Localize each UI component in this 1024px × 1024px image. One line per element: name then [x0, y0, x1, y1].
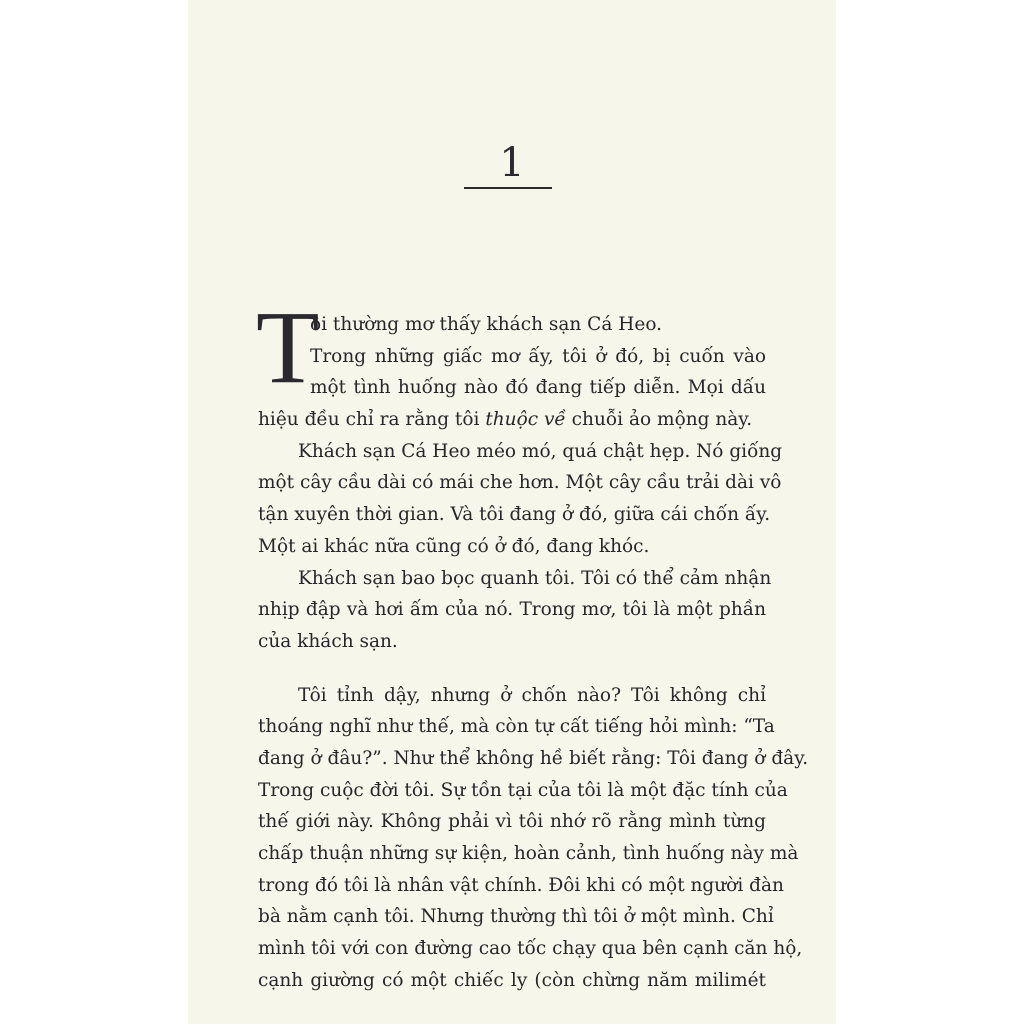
text-line: bà nằm cạnh tôi. Nhưng thường thì tôi ở một mình. Chỉ: [258, 906, 774, 928]
text-span: hiệu đều chỉ ra rằng tôi: [258, 409, 486, 431]
text-span: chuỗi ảo mộng này.: [565, 409, 753, 431]
text-line-mixed: [258, 404, 766, 436]
text-line: thoáng nghĩ như thế, mà còn tự cất tiếng hỏi mình: “Ta: [258, 716, 775, 738]
chapter-body: [258, 309, 809, 996]
text-line: đang ở đâu?”. Như thể không hề biết rằng: Tôi đang ở đây.: [258, 747, 809, 769]
text-line: cạnh giường có một chiếc ly (còn chừng năm milimét: [258, 969, 766, 991]
chapter-number: 1: [499, 140, 525, 186]
book-page: [188, 0, 836, 1024]
text-line: ôi thường mơ thấy khách sạn Cá Heo.: [310, 314, 663, 335]
text-line: một cây cầu dài có mái che hơn. Một cây cầu trải dài vô: [258, 472, 782, 494]
text-line: tận xuyên thời gian. Và tôi đang ở đó, giữa cái chốn ấy.: [258, 504, 771, 526]
chapter-rule: [464, 187, 552, 189]
text-line: Tôi tỉnh dậy, nhưng ở chốn nào? Tôi không chỉ: [298, 684, 766, 706]
text-line: trong đó tôi là nhân vật chính. Đôi khi có một người đàn: [258, 874, 784, 896]
text-line: nhịp đập và hơi ấm của nó. Trong mơ, tôi là một phần: [258, 599, 766, 621]
text-line: mình tôi với con đường cao tốc chạy qua bên cạnh căn hộ,: [258, 938, 803, 960]
text-line: thế giới này. Không phải vì tôi nhớ rõ rằng mình từng: [258, 811, 766, 833]
text-line: Trong cuộc đời tôi. Sự tồn tại của tôi là một đặc tính của: [258, 779, 788, 801]
text-line: của khách sạn.: [258, 630, 398, 652]
text-line: Trong những giấc mơ ấy, tôi ở đó, bị cuốn vào: [310, 345, 766, 367]
text-line: chấp thuận những sự kiện, hoàn cảnh, tình huống này mà: [258, 843, 799, 864]
text-line: Khách sạn Cá Heo méo mó, quá chật hẹp. Nó giống: [298, 440, 783, 462]
italic-emphasis: thuộc về: [485, 409, 566, 431]
text-line: một tình huống nào đó đang tiếp diễn. Mọi dấu: [310, 377, 766, 399]
drop-cap: T: [256, 290, 320, 405]
section-gap: [258, 658, 766, 680]
text-line: Khách sạn bao bọc quanh tôi. Tôi có thể cảm nhận: [298, 567, 772, 589]
text-line: Một ai khác nữa cũng có ở đó, đang khóc.: [258, 535, 650, 557]
